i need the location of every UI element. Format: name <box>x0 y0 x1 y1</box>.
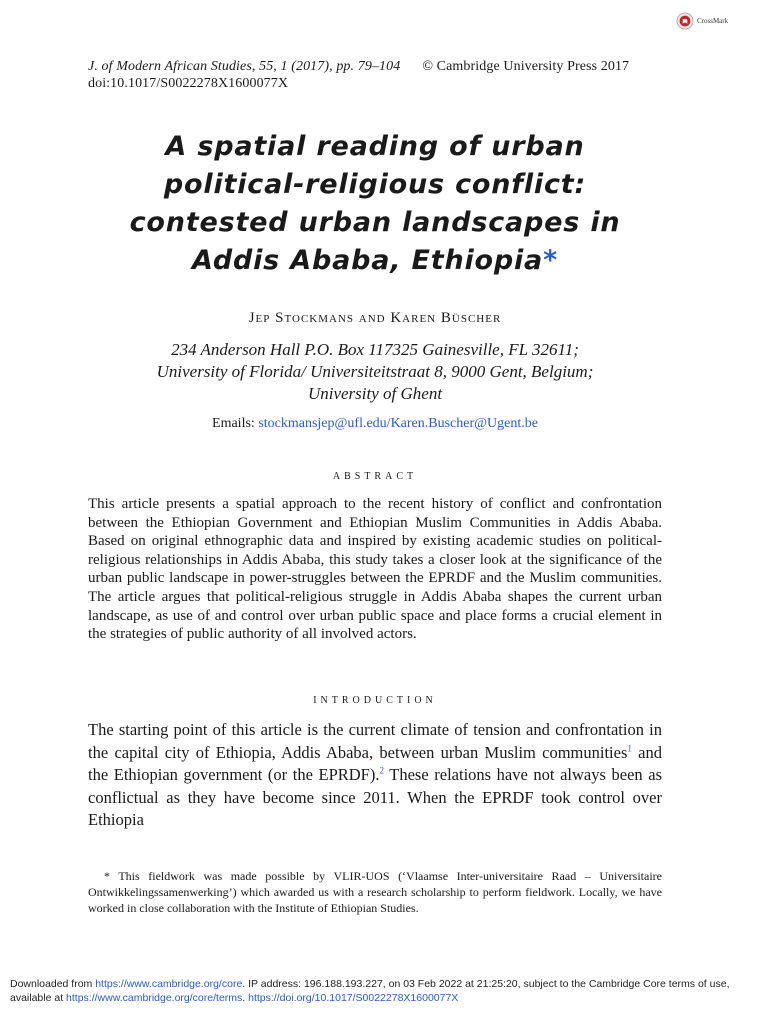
title-footnote-marker[interactable]: * <box>543 245 558 276</box>
intro-text-part: These relations have not always been as conflictual as they have become since 2011. When the EPRDF took control over Ethiopia <box>88 765 662 830</box>
abstract-text: This article presents a spatial approach to the recent history of conflict and confrontation between the Ethiopian Government and Ethiopian Muslim Communities in Addis Ababa. Based on original ethnographic data and inspired by existing academic studies on political-religious relationships in Addis Ababa, this study takes a closer look at the significance of the urban public landscape in power-struggles between the EPRDF and the Muslim communities. The article argues that political-religious struggle in Addis Ababa shapes the current urban landscape, as use of and control over urban public space and place forms a crucial element in the strategies of public authority of all involved actors. <box>88 496 662 643</box>
author-names: Jep Stockmans and Karen Büscher <box>248 310 502 326</box>
article-title <box>88 128 662 280</box>
affiliation-line: 234 Anderson Hall P.O. Box 117325 Gainesville, FL 32611; <box>171 340 579 359</box>
abstract-heading: ABSTRACT <box>332 471 418 482</box>
introduction-text <box>88 719 662 832</box>
emails-label: Emails: <box>212 416 255 431</box>
author-affiliation <box>88 339 662 405</box>
author-emails <box>88 416 662 432</box>
doi-link[interactable]: https://doi.org/10.1017/S0022278X1600077X <box>248 992 459 1004</box>
crossmark-label: CrossMark <box>697 17 729 25</box>
download-notice <box>10 977 760 1005</box>
title-line: contested urban landscapes in <box>129 207 621 238</box>
journal-doi: doi:10.1017/S0022278X1600077X <box>88 76 289 91</box>
download-separator: . <box>242 992 249 1004</box>
footnote-ref-1[interactable]: 1 <box>627 743 632 754</box>
affiliation-line: University of Ghent <box>307 384 443 403</box>
journal-citation: J. of Modern African Studies, 55, 1 (2017), pp. 79–104 <box>88 59 401 74</box>
terms-link[interactable]: https://www.cambridge.org/core/terms <box>66 992 243 1004</box>
affiliation-line: University of Florida/ Universiteitstraat 8, 9000 Gent, Belgium; <box>156 362 594 381</box>
footnote: * This fieldwork was made possible by VLIR-UOS (‘Vlaamse Inter-universitaire Raad – Universitaire Ontwikkelingssamenwerking’) which awarded us with a research scholarship to perform fieldwork. Locally, we have worked in close collaboration with the Institute of Ethiopian Studies. <box>88 869 662 915</box>
intro-text-part: and the Ethiopian government (or the EPRDF). <box>88 742 662 785</box>
introduction-heading: INTRODUCTION <box>313 695 437 706</box>
crossmark-badge[interactable] <box>676 12 728 30</box>
title-line: Addis Ababa, Ethiopia <box>192 245 544 276</box>
download-middle: . IP address: 196.188.193.227, on 03 Feb 2022 at 21:25:20, subject to the Cambridge Core terms of use, available at <box>10 978 730 1004</box>
footnote-ref-2[interactable]: 2 <box>379 765 384 776</box>
title-line: political-religious conflict: <box>163 169 587 200</box>
journal-copyright: © Cambridge University Press 2017 <box>422 59 630 74</box>
intro-text-part: The starting point of this article is the current climate of tension and confrontation in the capital city of Ethiopia, Addis Ababa, between urban Muslim communities <box>88 720 662 762</box>
download-prefix: Downloaded from <box>10 978 96 990</box>
crossmark-icon <box>676 12 694 30</box>
cambridge-core-link[interactable]: https://www.cambridge.org/core <box>95 978 243 990</box>
journal-meta <box>88 58 668 92</box>
title-line: A spatial reading of urban <box>165 131 585 162</box>
emails-link[interactable]: stockmansjep@ufl.edu/Karen.Buscher@Ugent.be <box>258 416 538 431</box>
